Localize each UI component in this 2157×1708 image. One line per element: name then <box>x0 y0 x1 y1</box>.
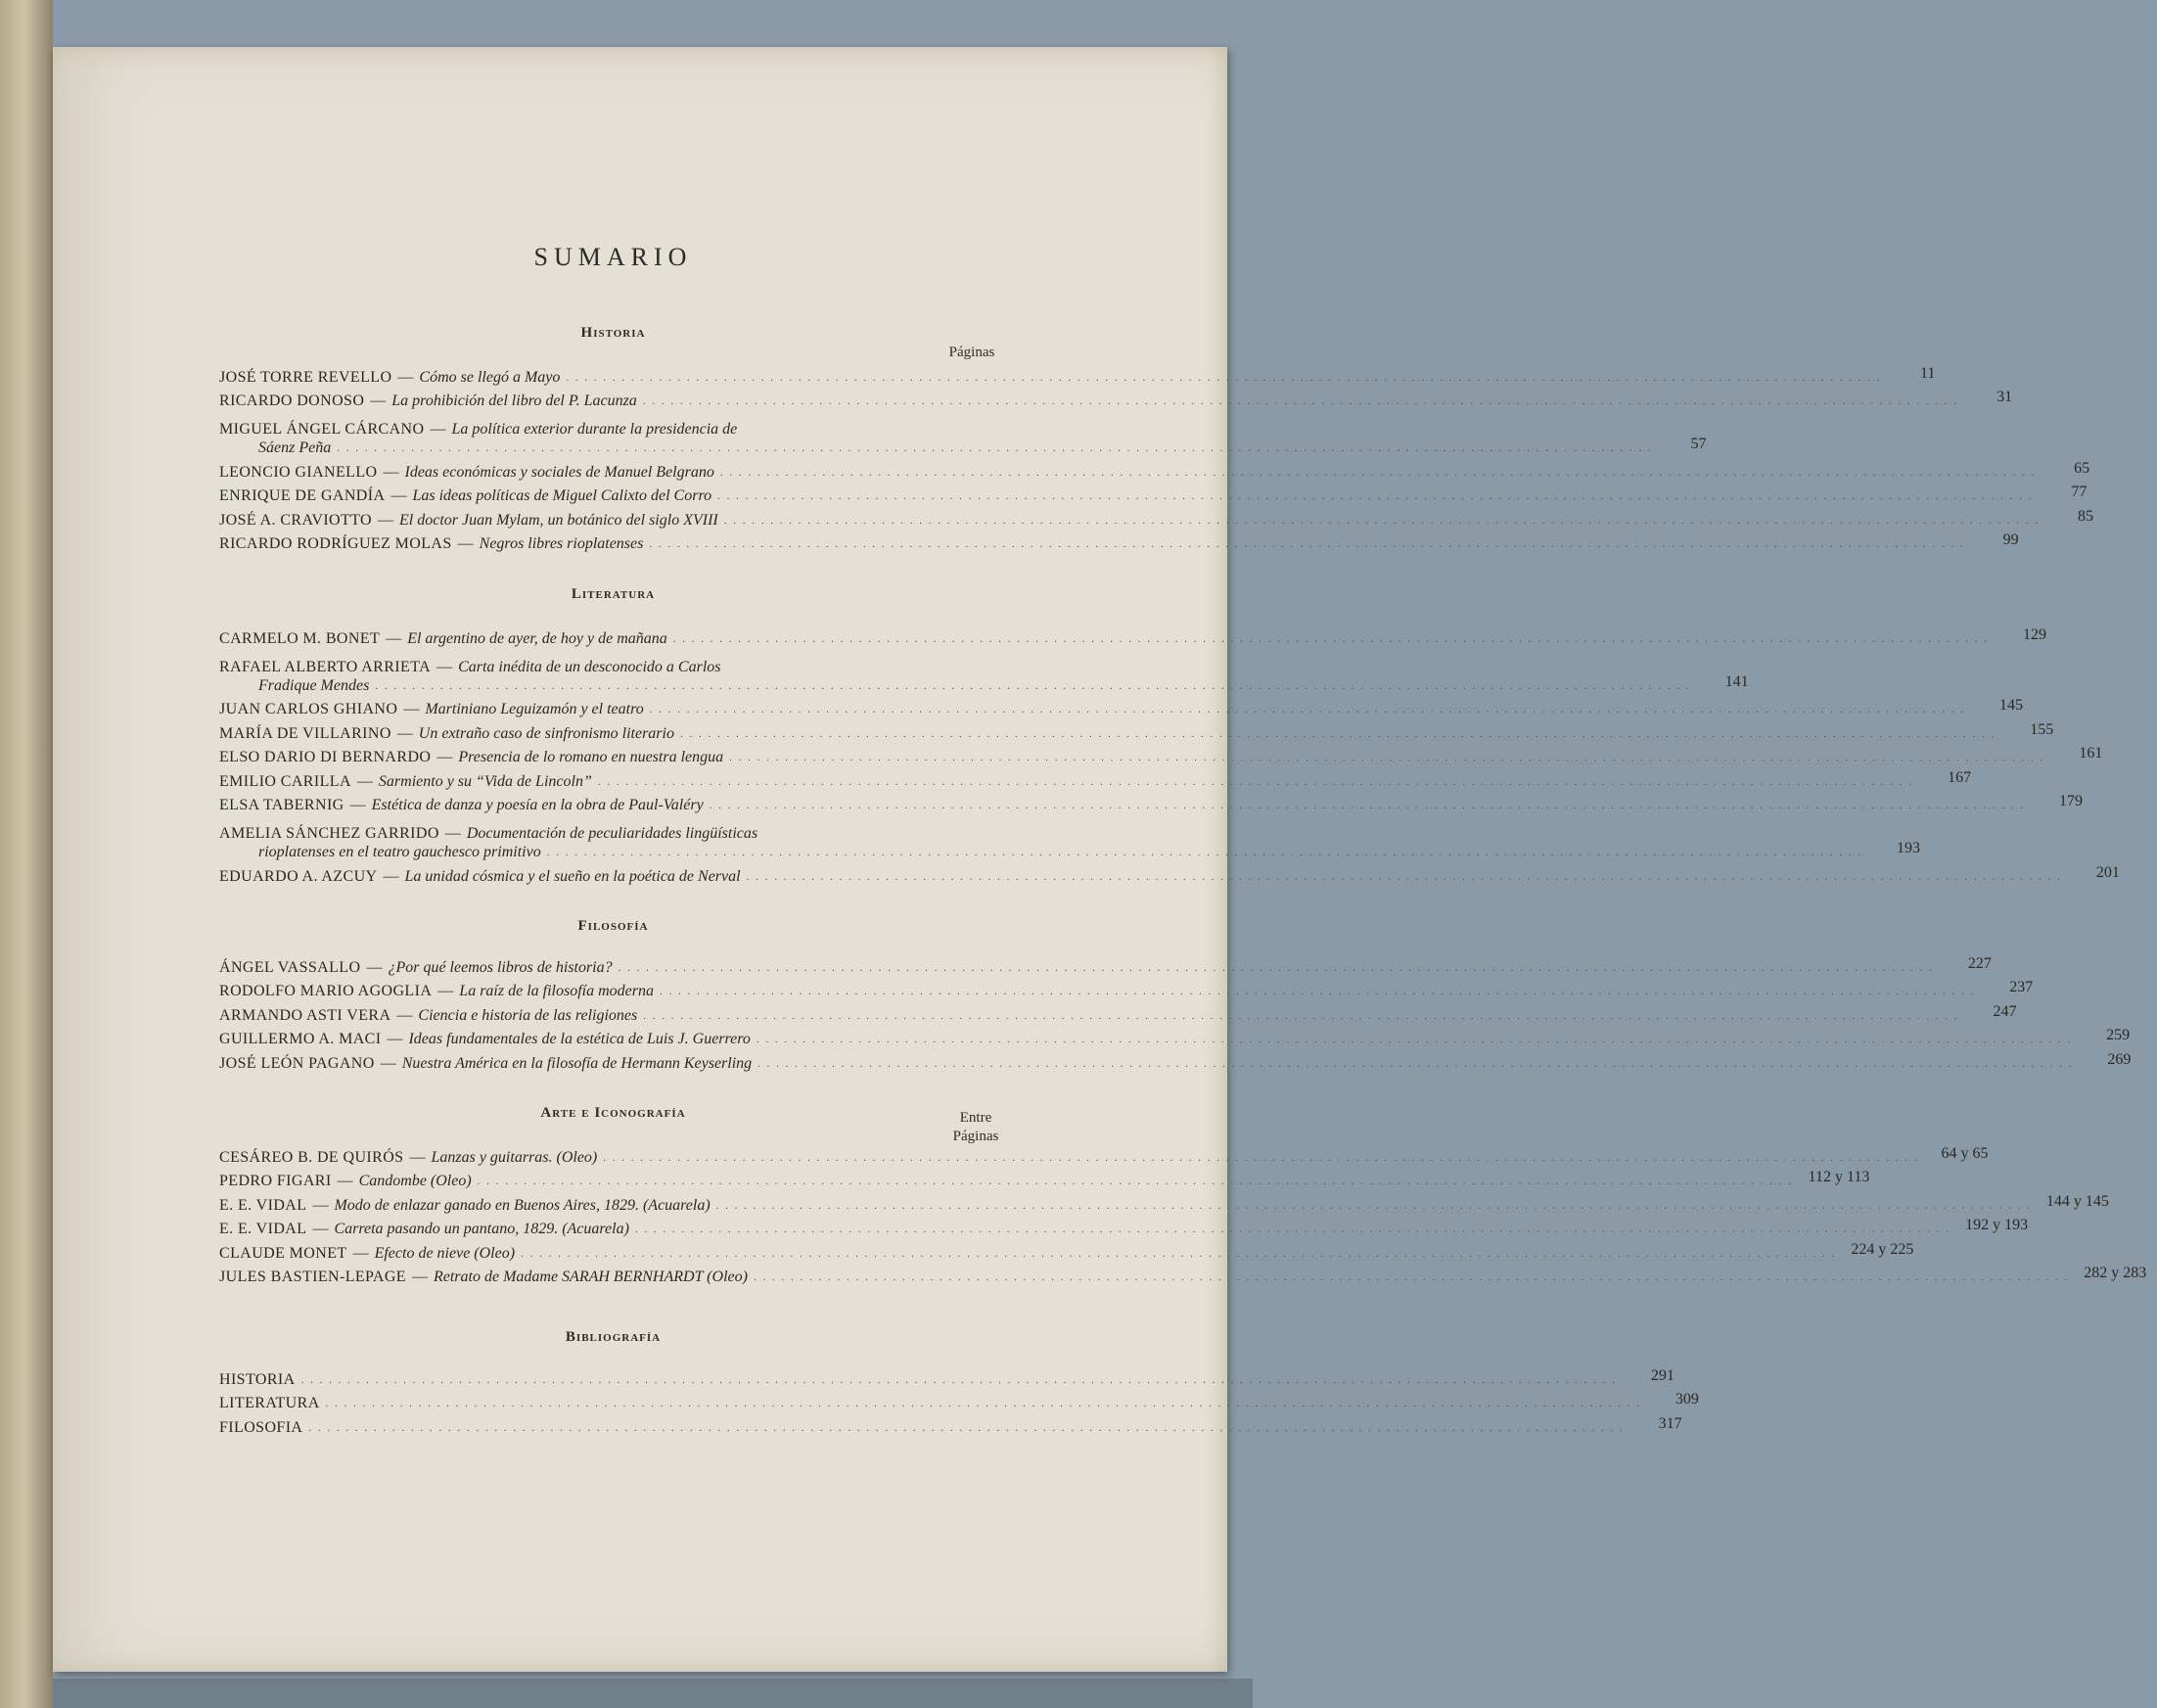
page-number: 179 <box>2058 793 2083 809</box>
entry-separator: — <box>312 1221 329 1237</box>
section-list-filosofia <box>219 952 2132 1073</box>
page-number: 269 <box>2107 1050 2132 1068</box>
toc-entry <box>219 1412 1682 1437</box>
entry-separator: — <box>390 487 407 504</box>
entry-text <box>219 1030 751 1048</box>
entry-author: GUILLERMO A. MACI <box>219 1031 382 1047</box>
section-list-bibliografia <box>219 1364 1699 1437</box>
page-number: 99 <box>2002 531 2019 548</box>
toc-entry <box>219 1142 1989 1167</box>
entry-separator: — <box>409 1148 426 1166</box>
entry-title: La prohibición del libro del P. Lacunza <box>391 392 637 409</box>
dot-leader <box>724 516 2040 527</box>
toc-entry <box>219 387 2013 411</box>
toc-entry <box>219 791 2083 815</box>
background-bottom <box>0 1679 1253 1708</box>
page-number: 282 y 283 <box>2084 1265 2147 1281</box>
entry-text <box>219 958 613 977</box>
page-number: 64 y 65 <box>1941 1144 1989 1162</box>
entry-separator: — <box>383 463 399 481</box>
entry-title: Modo de enlazar ganado en Buenos Aires, 1829. (Acuarela) <box>334 1196 711 1214</box>
entry-author: ARMANDO ASTI VERA <box>219 1006 391 1024</box>
entry-separator: — <box>436 658 453 675</box>
dot-leader <box>598 777 1913 788</box>
entry-label: FILOSOFIA <box>219 1418 303 1436</box>
section-list-literatura <box>219 623 2120 886</box>
entry-title: Ideas fundamentales de la estética de Luis J. Guerrero <box>408 1031 751 1047</box>
page-number: 237 <box>2009 979 2034 995</box>
entry-text <box>219 700 644 718</box>
entry-text <box>219 420 1660 457</box>
dot-leader <box>301 1375 1617 1386</box>
entry-separator: — <box>397 368 414 386</box>
entry-separator: — <box>349 797 366 813</box>
page-number: 291 <box>1650 1366 1675 1384</box>
entry-author: PEDRO FIGARI <box>219 1173 332 1189</box>
toc-entry <box>219 1238 1914 1263</box>
entry-separator: — <box>352 1244 369 1262</box>
entry-title: La política exterior durante la presidencia de <box>451 421 738 438</box>
entry-title: Las ideas políticas de Miguel Calixto del Corro <box>412 487 712 504</box>
entry-title: Nuestra América en la filosofía de Hermann Keyserling <box>401 1054 753 1072</box>
toc-entry <box>219 410 1707 457</box>
entry-title-continued: Fradique Mendes <box>258 676 370 694</box>
entry-text <box>219 748 723 766</box>
entry-author: RAFAEL ALBERTO ARRIETA <box>219 658 432 675</box>
entry-separator: — <box>380 1054 396 1072</box>
section-title-historia: Historia <box>580 325 646 341</box>
section-list-arte <box>219 1142 2147 1286</box>
page-number: 112 y 113 <box>1808 1169 1870 1185</box>
page-number: 85 <box>2077 507 2093 525</box>
toc-entry <box>219 1025 2131 1049</box>
section-title-filosofia: Filosofía <box>577 918 649 934</box>
toc-entry <box>219 1215 2029 1239</box>
entry-author: ELSA TABERNIG <box>219 797 344 813</box>
entry-title: Ciencia e historia de las religiones <box>418 1006 638 1024</box>
entry-title: La unidad cósmica y el sueño en la poética de Nerval <box>404 867 741 885</box>
toc-entry <box>219 743 2103 767</box>
dot-leader <box>635 1224 1950 1235</box>
dot-leader <box>566 373 1881 384</box>
entry-separator: — <box>366 958 383 976</box>
dot-leader <box>649 539 1964 550</box>
dot-leader <box>720 468 2036 479</box>
toc-entry <box>219 1000 2017 1025</box>
toc-entry <box>219 861 2120 886</box>
page-number: 247 <box>1993 1002 2017 1020</box>
page-number: 129 <box>2023 625 2046 643</box>
entry-title: Presencia de lo romano en nuestra lengua <box>458 749 724 765</box>
dot-leader <box>680 729 1996 740</box>
dot-leader <box>673 634 1989 645</box>
entry-text <box>219 1196 711 1215</box>
entry-text <box>219 1006 637 1025</box>
dot-leader <box>326 1399 1641 1409</box>
dot-leader <box>729 753 2044 763</box>
dot-leader <box>478 1177 1793 1187</box>
dot-leader <box>547 848 1862 858</box>
entry-text <box>219 1054 752 1073</box>
page-number: 167 <box>1948 768 1972 786</box>
entry-author: ÁNGEL VASSALLO <box>219 958 361 976</box>
column-header-entre <box>932 1109 1020 1146</box>
toc-entry <box>219 530 2019 554</box>
entry-separator: — <box>444 825 461 842</box>
entry-separator: — <box>337 1173 353 1189</box>
entry-text <box>219 982 654 1000</box>
entry-title: Cómo se llegó a Mayo <box>419 368 561 386</box>
entry-line-1 <box>219 658 1699 676</box>
page-number: 161 <box>2079 745 2103 762</box>
toc-entry <box>219 718 2054 743</box>
entry-title: Ideas económicas y sociales de Manuel Belgrano <box>404 463 714 481</box>
entry-author: ENRIQUE DE GANDÍA <box>219 487 386 504</box>
dot-leader <box>337 443 1652 454</box>
entry-title: Martiniano Leguizamón y el teatro <box>425 701 644 717</box>
page-number: 317 <box>1658 1414 1682 1432</box>
dot-leader <box>716 1201 2032 1212</box>
dot-leader <box>757 1059 2073 1070</box>
page-number: 227 <box>1967 954 1992 972</box>
toc-entry <box>219 1167 1870 1191</box>
entry-title: Carta inédita de un desconocido a Carlos <box>458 658 721 675</box>
entry-text <box>219 1220 629 1238</box>
entry-text <box>219 392 637 410</box>
dot-leader <box>650 705 1965 716</box>
entry-separator: — <box>396 1006 413 1024</box>
entry-author: RICARDO RODRÍGUEZ MOLAS <box>219 535 452 552</box>
entry-author: EDUARDO A. AZCUY <box>219 867 378 885</box>
toc-entry <box>219 482 2088 506</box>
column-header-entre-line1: Entre <box>959 1110 992 1126</box>
entry-author: JULES BASTIEN-LEPAGE <box>219 1269 406 1285</box>
toc-entry <box>219 766 1972 791</box>
entry-author: MARÍA DE VILLARINO <box>219 724 391 742</box>
entry-text <box>219 796 704 814</box>
page-number: 192 y 193 <box>1965 1217 2029 1233</box>
toc-entry <box>219 505 2093 530</box>
section-title-arte: Arte e Iconografía <box>540 1105 686 1121</box>
dot-leader <box>754 1272 2069 1283</box>
entry-author: CLAUDE MONET <box>219 1244 347 1262</box>
entry-line-2 <box>219 843 1870 861</box>
toc-entry <box>219 952 1992 977</box>
entry-title: Sarmiento y su “Vida de Lincoln” <box>378 772 592 790</box>
entry-title: Efecto de nieve (Oleo) <box>374 1244 516 1262</box>
entry-text <box>219 724 674 743</box>
page-number: 259 <box>2106 1027 2131 1043</box>
column-header-entre-line2: Páginas <box>952 1129 999 1144</box>
entry-text <box>219 1244 515 1263</box>
entry-separator: — <box>383 867 399 885</box>
entry-author: ELSO DARIO DI BERNARDO <box>219 749 432 765</box>
entry-author: CARMELO M. BONET <box>219 629 381 647</box>
entry-title: Negros libres rioplatenses <box>479 535 644 552</box>
entry-author: E. E. VIDAL <box>219 1196 307 1214</box>
page-number: 193 <box>1896 840 1920 856</box>
toc-entry <box>219 814 1920 861</box>
page-number: 11 <box>1919 364 1936 382</box>
entry-text <box>219 534 643 553</box>
entry-separator: — <box>356 772 373 790</box>
table-of-contents <box>219 47 2147 1672</box>
entry-line-2 <box>219 676 1699 695</box>
entry-line-2 <box>219 439 1660 457</box>
entry-author: LEONCIO GIANELLO <box>219 463 378 481</box>
entry-author: MIGUEL ÁNGEL CÁRCANO <box>219 421 425 438</box>
entry-title: Candombe (Oleo) <box>358 1173 472 1189</box>
entry-title-continued: rioplatenses en el teatro gauchesco primitivo <box>258 844 541 860</box>
entry-line-1 <box>219 824 1870 843</box>
facing-page-edge <box>0 0 53 1708</box>
entry-text <box>219 824 1870 861</box>
entry-separator: — <box>437 983 454 999</box>
entry-separator: — <box>378 511 394 529</box>
entry-separator: — <box>370 392 387 409</box>
section-list-historia <box>219 362 2093 553</box>
dot-leader <box>710 801 2025 811</box>
dot-leader <box>619 963 1934 974</box>
dot-leader <box>717 491 2033 502</box>
page-number: 155 <box>2030 720 2054 738</box>
column-header-paginas: Páginas <box>948 345 995 360</box>
dot-leader <box>757 1035 2072 1045</box>
page-number: 141 <box>1724 672 1749 690</box>
entry-text <box>219 867 741 886</box>
entry-title: Carreta pasando un pantano, 1829. (Acuarela) <box>334 1221 629 1237</box>
entry-text <box>219 1268 748 1286</box>
page-number: 309 <box>1675 1391 1699 1408</box>
entry-author: JUAN CARLOS GHIANO <box>219 701 398 717</box>
section-title-literatura: Literatura <box>571 586 656 602</box>
entry-author: E. E. VIDAL <box>219 1221 307 1237</box>
dot-leader <box>308 1423 1624 1434</box>
page-number: 224 y 225 <box>1851 1240 1914 1258</box>
entry-separator: — <box>396 724 413 742</box>
entry-separator: — <box>436 749 453 765</box>
dot-leader <box>747 872 2062 883</box>
entry-text <box>219 1172 472 1190</box>
entry-text <box>219 1148 597 1167</box>
entry-text <box>219 486 711 505</box>
toc-entry <box>219 362 1936 387</box>
entry-author: JOSÉ TORRE REVELLO <box>219 368 392 386</box>
dot-leader <box>643 396 1958 407</box>
entry-text <box>219 368 560 387</box>
entry-separator: — <box>411 1269 428 1285</box>
entry-author: EMILIO CARILLA <box>219 772 351 790</box>
entry-title: La raíz de la filosofía moderna <box>459 983 654 999</box>
entry-separator: — <box>312 1196 329 1214</box>
entry-title: Lanzas y guitarras. (Oleo) <box>431 1148 598 1166</box>
toc-entry <box>219 695 2023 719</box>
entry-author: JOSÉ A. CRAVIOTTO <box>219 511 373 529</box>
entry-author: JOSÉ LEÓN PAGANO <box>219 1054 375 1072</box>
entry-author: RICARDO DONOSO <box>219 392 365 409</box>
entry-author: AMELIA SÁNCHEZ GARRIDO <box>219 825 439 842</box>
toc-entry <box>219 1048 2132 1073</box>
page-number: 31 <box>1996 389 2013 405</box>
entry-text <box>219 658 1699 695</box>
entry-text <box>219 463 714 482</box>
entry-title: Estética de danza y poesía en la obra de Paul-Valéry <box>371 797 704 813</box>
entry-title-continued: Sáenz Peña <box>258 439 332 456</box>
toc-entry <box>219 1263 2147 1287</box>
entry-line-1 <box>219 420 1660 439</box>
page-number: 77 <box>2071 484 2088 500</box>
entry-separator: — <box>386 629 402 647</box>
dot-leader <box>375 681 1690 692</box>
toc-entry <box>219 623 2046 648</box>
entry-separator: — <box>387 1031 403 1047</box>
toc-entry <box>219 1389 1699 1413</box>
page-number: 145 <box>1998 697 2023 714</box>
entry-separator: — <box>403 701 420 717</box>
page-number: 65 <box>2074 459 2090 477</box>
entry-text <box>219 629 667 648</box>
toc-entry <box>219 457 2090 482</box>
entry-title: Retrato de Madame SARAH BERNHARDT (Oleo) <box>433 1269 748 1285</box>
dot-leader <box>603 1153 1918 1164</box>
entry-text <box>219 511 718 530</box>
document-page <box>53 47 2147 1672</box>
toc-entry <box>219 648 1749 695</box>
dot-leader <box>643 1011 1958 1022</box>
entry-separator: — <box>457 535 474 552</box>
entry-text <box>219 772 592 791</box>
entry-title: El doctor Juan Mylam, un botánico del siglo XVIII <box>399 511 718 529</box>
entry-title: Un extraño caso de sinfronismo literario <box>418 724 674 742</box>
entry-label: LITERATURA <box>219 1395 320 1411</box>
toc-entry <box>219 977 2034 1001</box>
document-title: SUMARIO <box>533 243 693 271</box>
page-number: 57 <box>1690 436 1707 452</box>
entry-author: CESÁREO B. DE QUIRÓS <box>219 1148 404 1166</box>
entry-separator: — <box>430 421 446 438</box>
entry-title: Documentación de peculiaridades lingüísticas <box>466 825 758 842</box>
entry-author: RODOLFO MARIO AGOGLIA <box>219 983 433 999</box>
page-number: 144 y 145 <box>2045 1192 2109 1210</box>
entry-title: El argentino de ayer, de hoy y de mañana <box>407 629 667 647</box>
toc-entry <box>219 1190 2109 1215</box>
dot-leader <box>521 1249 1836 1260</box>
page-number: 201 <box>2095 863 2120 881</box>
dot-leader <box>660 987 1975 997</box>
toc-entry <box>219 1364 1675 1389</box>
section-title-bibliografia: Bibliografía <box>565 1329 662 1345</box>
entry-title: ¿Por qué leemos libros de historia? <box>388 958 613 976</box>
entry-label: HISTORIA <box>219 1370 296 1388</box>
